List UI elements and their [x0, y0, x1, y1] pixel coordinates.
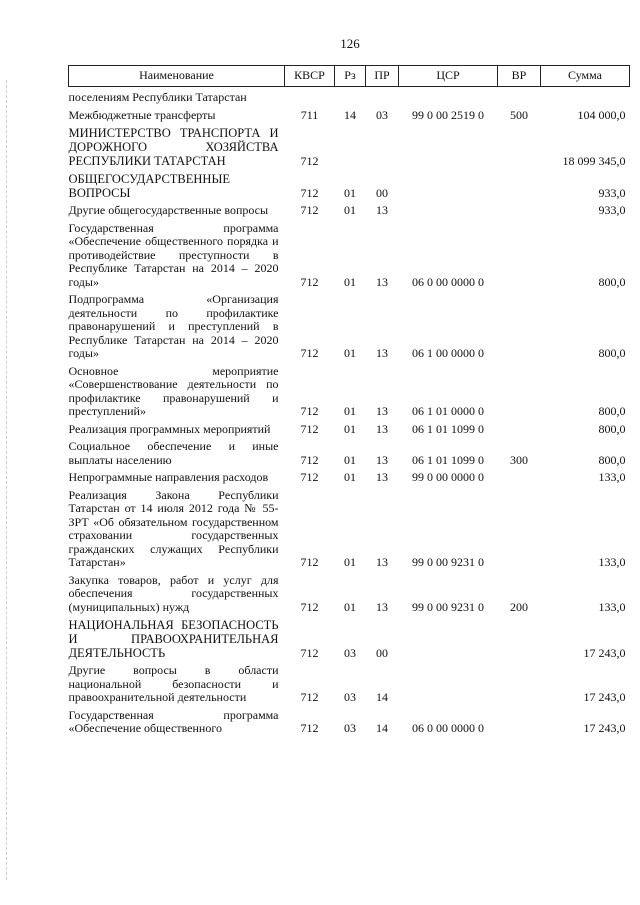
row-rz: [335, 122, 366, 168]
header-csr: ЦСР: [399, 66, 498, 87]
row-csr: 99 0 00 2519 0: [412, 107, 484, 122]
row-rz: 01: [344, 346, 356, 360]
row-sum: 17 243,0: [583, 690, 626, 704]
row-kvsr: 712: [300, 555, 319, 569]
row-kvsr: 712: [300, 690, 319, 704]
table-row: [69, 419, 630, 437]
row-pr: 00: [376, 645, 388, 660]
row-name: Государственная программа «Обеспечение общественного порядка и противодействие преступности в Республике Татарстан на 2014 – 2020 годы»: [68, 220, 279, 289]
row-rz: 01: [344, 470, 356, 484]
row-sum: 800,0: [598, 421, 626, 436]
header-pr: ПР: [366, 66, 399, 87]
table-row: [69, 436, 630, 467]
row-kvsr: 712: [300, 185, 319, 200]
row-vr: [498, 361, 541, 419]
row-kvsr: [285, 87, 335, 105]
row-name: НАЦИОНАЛЬНАЯ БЕЗОПАСНОСТЬ И ПРАВООХРАНИТЕЛЬНАЯ ДЕЯТЕЛЬНОСТЬ: [68, 618, 279, 660]
row-name: поселениям Республики Татарстан: [68, 90, 247, 104]
row-name: Межбюджетные трансферты: [68, 107, 216, 122]
row-csr: [399, 122, 498, 168]
row-name: Социальное обеспечение и иные выплаты населению: [68, 439, 279, 467]
row-rz: 01: [344, 599, 356, 614]
row-sum: 800,0: [598, 404, 626, 418]
row-csr: [399, 614, 498, 660]
row-kvsr: 712: [300, 721, 319, 735]
row-sum: 933,0: [598, 185, 626, 200]
row-csr: 99 0 00 0000 0: [412, 470, 484, 484]
row-pr: 14: [376, 721, 388, 735]
row-name: Другие общегосударственные вопросы: [68, 203, 269, 217]
row-name: Непрограммные направления расходов: [68, 470, 269, 484]
header-vr: ВР: [498, 66, 541, 87]
row-csr: 06 1 00 0000 0: [412, 346, 484, 360]
row-sum: 800,0: [598, 346, 626, 360]
row-csr: 06 1 01 1099 0: [412, 421, 484, 436]
row-csr: [399, 200, 498, 218]
margin-line: [6, 80, 7, 880]
table-row: [69, 105, 630, 123]
row-sum: 933,0: [598, 203, 626, 217]
table-row: [69, 485, 630, 570]
row-kvsr: 712: [300, 274, 319, 289]
row-sum: [541, 87, 630, 105]
row-pr: 13: [376, 421, 388, 436]
table-row: [69, 168, 630, 200]
row-vr: 500: [510, 107, 528, 122]
row-kvsr: 712: [300, 599, 319, 614]
row-pr: 13: [376, 346, 388, 360]
row-sum: 133,0: [598, 470, 626, 484]
row-pr: 13: [376, 203, 388, 217]
table-row: [69, 660, 630, 705]
row-vr: [498, 87, 541, 105]
header-name: Наименование: [69, 66, 285, 87]
row-kvsr: 712: [300, 645, 319, 660]
row-vr: [498, 705, 541, 736]
row-pr: [366, 122, 399, 168]
table-row: [69, 87, 630, 105]
table-row: [69, 614, 630, 660]
row-name: Закупка товаров, работ и услуг для обеспечения государственных (муниципальных) нужд: [68, 572, 279, 614]
row-pr: 03: [376, 107, 388, 122]
row-kvsr: 711: [300, 107, 319, 122]
row-sum: 104 000,0: [577, 107, 626, 122]
row-rz: 03: [344, 721, 356, 735]
row-pr: 13: [376, 274, 388, 289]
row-pr: 13: [376, 599, 388, 614]
row-vr: [498, 168, 541, 200]
row-rz: 01: [344, 274, 356, 289]
row-kvsr: 712: [300, 470, 319, 484]
row-vr: [498, 467, 541, 485]
table-row: [69, 200, 630, 218]
row-rz: 01: [344, 404, 356, 418]
row-vr: [498, 122, 541, 168]
row-kvsr: 712: [300, 421, 319, 436]
row-rz: 01: [344, 203, 356, 217]
row-sum: 18 099 345,0: [562, 153, 626, 168]
row-name: Основное мероприятие «Совершенствование деятельности по профилактике правонарушений и преступлений»: [68, 363, 279, 418]
row-pr: 00: [376, 185, 388, 200]
row-rz: [335, 87, 366, 105]
row-name: Реализация программных мероприятий: [68, 421, 271, 436]
table-row: [69, 218, 630, 290]
row-csr: [399, 87, 498, 105]
row-rz: 01: [344, 555, 356, 569]
row-csr: 99 0 00 9231 0: [412, 555, 484, 569]
row-pr: [366, 87, 399, 105]
row-pr: 13: [376, 470, 388, 484]
row-name: Реализация Закона Республики Татарстан от 14 июля 2012 года № 55-ЗРТ «Об обязательном государственном страховании государственных гражданских служащих Республики Татарстан»: [68, 487, 279, 569]
header-rz: Рз: [335, 66, 366, 87]
row-rz: 03: [344, 645, 356, 660]
table-row: [69, 570, 630, 615]
page-number: 126: [340, 36, 360, 51]
table-row: [69, 705, 630, 736]
table-body: [69, 87, 630, 736]
row-sum: 17 243,0: [583, 721, 626, 735]
header-sum: Сумма: [541, 66, 630, 87]
row-vr: [498, 419, 541, 437]
table-row: [69, 122, 630, 168]
row-vr: [498, 614, 541, 660]
row-kvsr: 712: [300, 153, 319, 168]
row-vr: 300: [510, 452, 528, 467]
table-row: [69, 467, 630, 485]
row-csr: 99 0 00 9231 0: [412, 599, 484, 614]
row-rz: 03: [344, 690, 356, 704]
row-vr: 200: [510, 599, 528, 614]
row-sum: 133,0: [598, 599, 626, 614]
row-pr: 13: [376, 404, 388, 418]
row-name: МИНИСТЕРСТВО ТРАНСПОРТА И ДОРОЖНОГО ХОЗЯЙСТВА РЕСПУБЛИКИ ТАТАРСТАН: [68, 126, 279, 168]
row-vr: [498, 218, 541, 290]
row-csr: [399, 168, 498, 200]
row-name: Подпрограмма «Организация деятельности по профилактике правонарушений и преступлений в Республике Татарстан на 2014 – 2020 годы»: [68, 292, 279, 360]
row-rz: 01: [344, 185, 356, 200]
row-kvsr: 712: [300, 404, 319, 418]
row-csr: 06 1 01 0000 0: [412, 404, 484, 418]
row-name: Другие вопросы в области национальной безопасности и правоохранительной деятельности: [68, 663, 279, 704]
row-pr: 13: [376, 452, 388, 467]
row-rz: 14: [344, 107, 356, 122]
table-row: [69, 289, 630, 361]
row-sum: 800,0: [598, 274, 626, 289]
row-csr: [399, 660, 498, 705]
table-row: [69, 361, 630, 419]
row-vr: [498, 289, 541, 361]
row-kvsr: 712: [300, 346, 319, 360]
row-rz: 01: [344, 421, 356, 436]
budget-table: [68, 65, 630, 736]
row-csr: 06 0 00 0000 0: [412, 274, 484, 289]
row-name: Государственная программа «Обеспечение общественного: [68, 707, 279, 735]
row-sum: 800,0: [598, 452, 626, 467]
row-sum: 133,0: [598, 555, 626, 569]
row-csr: 06 1 01 1099 0: [412, 452, 484, 467]
row-kvsr: 712: [300, 203, 319, 217]
row-kvsr: 712: [300, 452, 319, 467]
table-header: [69, 66, 630, 87]
row-sum: 17 243,0: [583, 645, 626, 660]
row-name: ОБЩЕГОСУДАРСТВЕННЫЕ ВОПРОСЫ: [68, 172, 230, 200]
row-csr: 06 0 00 0000 0: [412, 721, 484, 735]
row-pr: 14: [376, 690, 388, 704]
row-pr: 13: [376, 555, 388, 569]
row-vr: [498, 200, 541, 218]
row-vr: [498, 485, 541, 570]
row-rz: 01: [344, 452, 356, 467]
row-vr: [498, 660, 541, 705]
header-kvsr: КВСР: [285, 66, 335, 87]
